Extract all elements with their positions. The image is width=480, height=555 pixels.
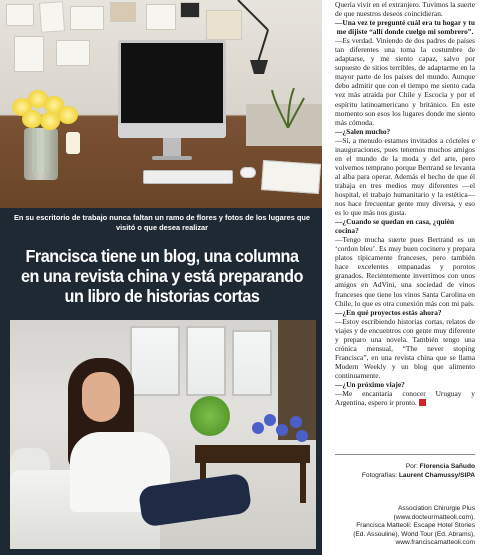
article-body: [335, 0, 475, 407]
monitor-chin: [118, 124, 226, 138]
end-mark-icon: [419, 399, 426, 406]
person-face: [82, 372, 120, 422]
source-line: (www.docteurmatteoli.com).: [393, 513, 475, 521]
wall-photo: [56, 40, 90, 66]
green-plant: [190, 396, 230, 436]
computer-monitor: [118, 40, 226, 126]
blue-flowers: [250, 412, 310, 448]
answer: [335, 389, 475, 407]
wall-photo: [14, 36, 44, 72]
yellow-flowers: [8, 88, 80, 138]
answer: —Es verdad. Viniendo de dos padres de países tan diferentes una toma la costumbre de adaptarse, y me siento capaz, salvo por supuesto de sitios terribles, de adaptarme en la mayor parte de los países del mundo. Aunque debo admitir que con el tiempo me siento cada vez más atraída por Chile y Escocia y por el espíritu latinoamericano y británico. En este momento son esos los lugares donde me siento más cómoda.: [335, 36, 475, 127]
photo-credit: [335, 471, 475, 480]
wall-photo: [6, 4, 34, 26]
answer-text: —Me encantaría conocer Uruguay y Argentina, espero ir pronto.: [335, 389, 475, 408]
source-line: www.franciscamatteoli.com: [395, 539, 475, 547]
sources: [335, 505, 475, 548]
source-line: Francisca Matteoli: Escape Hotel Stories: [356, 522, 475, 530]
monitor-stand: [163, 138, 181, 158]
window: [130, 326, 180, 396]
answer: —Sí, a menudo estamos invitados a cócteles e inauguraciones, pues tenemos muchos amigos en el mundo de la moda y del arte, pero volvemos temprano porque Bertrand se levanta al alba para operar. Además el hecho de que él trabaja en tres medios muy diferentes —el hospital, el trabajo humanitario y la estética— nos hace frecuentar gente muy diversa, y eso es lo que más nos gusta.: [335, 135, 475, 218]
photographer-name: Laurent Chamussy/SIPA: [398, 472, 475, 479]
source-line: Association Chirurgie Plus: [398, 505, 475, 512]
question: —¿Salen mucho?: [335, 126, 391, 136]
answer: —Tengo mucha suerte pues Bertrand es un ‘cordon bleu’. Es muy buen cocinero y prepara platos típicamente franceses, pero también hace excelentes empanadas y porotos granados. Recientemente invertimos con unos amigos en AdVini, una sociedad de vinos franceses que tiene los vinos Santa Carolina en Chile, lo que es otra conexión más con mi país.: [335, 235, 475, 308]
wall-photo: [39, 1, 65, 33]
keyboard: [143, 170, 233, 184]
credits: [335, 462, 475, 480]
candle: [66, 132, 80, 154]
answer: —Estoy escribiendo historias cortas, relatos de viajes y de encuentros con gente muy diferente y preparo una novela. También tengo una crónica mensual, “The never stoping Francisca”, en una revista china que se llama Modern Weekly y un blog que alimento continuamente.: [335, 316, 475, 380]
author-label: Por:: [405, 463, 420, 470]
window: [232, 330, 272, 396]
coffee-table: [195, 445, 310, 463]
portrait-photo: [10, 320, 316, 549]
wall-photo: [110, 2, 136, 22]
credits-divider: [335, 454, 475, 455]
question: —Una vez te pregunté cuál era tu hogar y tu me dijiste “allí donde cuelgo mi sombrero”.: [335, 18, 475, 37]
author-credit: [335, 462, 475, 471]
plant-icon: [270, 88, 306, 128]
wall-photo: [180, 2, 200, 18]
question: —¿Un próximo viaje?: [335, 379, 405, 389]
question: —¿Cuando se quedan en casa, ¿quién cocina?: [335, 217, 455, 236]
wall-photo: [146, 4, 176, 30]
papers: [261, 160, 321, 194]
mouse: [240, 167, 256, 178]
photo-label: Fotografías:: [361, 472, 399, 479]
article-paragraph: Quería vivir en el extranjero. Tuvimos la suerte de que nuestros deseos coincidieran.: [335, 0, 475, 19]
lamp-icon: [228, 0, 298, 80]
photo-caption: En su escritorio de trabajo nunca faltan un ramo de flores y fotos de los lugares que visitó o que desea realizar: [13, 213, 311, 232]
window: [186, 326, 226, 396]
desk-photo: [0, 0, 323, 208]
question: —¿En qué proyectos estás ahora?: [335, 307, 442, 317]
wall-photo: [70, 6, 104, 30]
column-divider: [322, 0, 325, 555]
source-line: (Ed. Assouline), World Tour (Ed. Abrams),: [353, 530, 475, 538]
headline: Francisca tiene un blog, una columna en una revista china y está preparando un libro de historias cortas: [20, 246, 304, 306]
author-name: Florencia Sañudo: [419, 463, 475, 470]
monitor-base: [152, 156, 192, 160]
